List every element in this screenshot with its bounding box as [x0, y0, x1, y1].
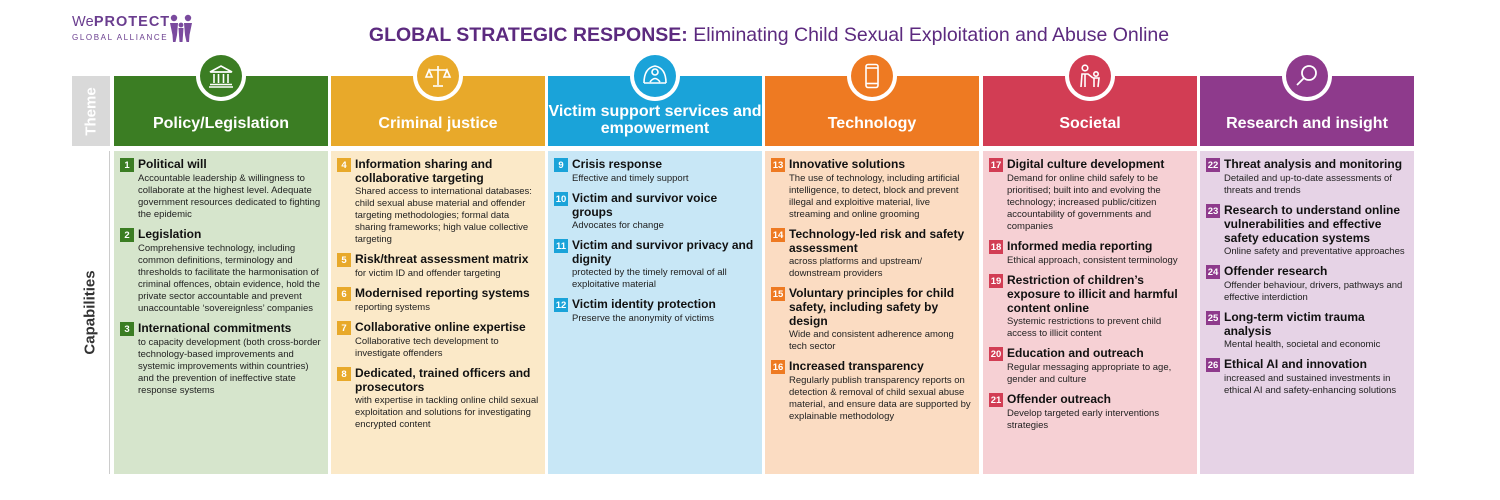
capability-description: Accountable leadership & willingness to collaborate at the highest level. Adequate government resources dedicated to fighting the epidemic: [138, 173, 321, 220]
capability-item: [771, 227, 973, 280]
capability-description: Shared access to international databases: child sexual abuse material and offender targeting methodologies; formal data sharing frameworks; high value collective targeting: [355, 186, 532, 245]
capabilities-list: [765, 151, 979, 474]
column-criminal-justice: [331, 76, 545, 430]
icon-badge: [413, 51, 463, 101]
icon-badge: [630, 51, 680, 101]
capability-number: 1: [120, 158, 134, 172]
capability-item: [989, 157, 1191, 233]
capability-description: increased and sustained investments in ethical AI and safety-enhancing solutions: [1224, 373, 1397, 396]
scales-of-justice-icon: [424, 62, 452, 90]
icon-badge: [847, 51, 897, 101]
capability-description: protected by the timely removal of all exploitative material: [572, 267, 727, 290]
title-rest: Eliminating Child Sexual Exploitation and Abuse Online: [687, 24, 1170, 46]
capability-description: Develop targeted early interventions strategies: [1007, 408, 1160, 431]
capability-title: Informed media reporting: [1007, 239, 1153, 253]
capability-number: 26: [1207, 359, 1219, 371]
capability-title: Increased transparency: [789, 359, 924, 373]
theme-label-text: Theme: [82, 86, 100, 136]
adult-child-icon: [1076, 62, 1104, 90]
capability-item: [1206, 203, 1408, 258]
capability-number: 3: [120, 322, 134, 336]
capability-number: 11: [555, 240, 567, 252]
capability-description: Advocates for change: [572, 220, 664, 231]
logo-we: We: [72, 14, 94, 30]
theme-header: [331, 76, 545, 146]
capability-item: [1206, 310, 1408, 351]
capability-title: Innovative solutions: [789, 157, 906, 171]
capability-description: to capacity development (both cross-border technology-based improvements and systemic improvements within countries) and the prevention of ineffective state response systems: [138, 337, 321, 396]
capability-item: [554, 238, 756, 291]
capability-title: Collaborative online expertise: [355, 320, 526, 334]
capability-item: [120, 157, 322, 221]
theme-row-label: [72, 76, 110, 146]
column-victim-support: [548, 76, 762, 324]
capability-item: [989, 239, 1191, 267]
capability-number: 10: [555, 193, 567, 205]
capability-description: Regularly publish transparency reports on detection & removal of child sexual abuse material, and ensure data are supported by explainable methodology: [789, 375, 971, 422]
capability-number: 16: [772, 361, 784, 373]
capability-item: [771, 359, 973, 423]
capability-title: Threat analysis and monitoring: [1224, 157, 1403, 171]
capability-description: Preserve the anonymity of victims: [572, 313, 715, 324]
capability-number: 21: [990, 394, 1002, 406]
capability-description: for victim ID and offender targeting: [355, 268, 501, 279]
icon-badge: [1282, 51, 1332, 101]
capabilities-label-text: Capabilities: [82, 270, 100, 355]
capability-title: Digital culture development: [1007, 157, 1165, 171]
capability-description: Effective and timely support: [572, 173, 689, 184]
sheltering-hands-icon: [641, 62, 669, 90]
capability-title: Long-term victim trauma analysis: [1224, 310, 1365, 338]
capability-number: 20: [990, 348, 1002, 360]
capability-item: [989, 346, 1191, 386]
page-title: [200, 24, 1338, 47]
capability-number: 9: [554, 158, 568, 172]
capability-title: Offender outreach: [1007, 392, 1112, 406]
theme-title: Policy/Legislation: [152, 115, 290, 133]
capability-number: 23: [1207, 205, 1219, 217]
theme-title: Research and insight: [1226, 115, 1388, 133]
capability-item: [1206, 264, 1408, 304]
capability-number: 17: [990, 159, 1002, 171]
logo-wordmark: [72, 14, 170, 30]
capability-item: [771, 286, 973, 353]
capabilities-list: [331, 151, 545, 474]
capability-title: Technology-led risk and safety assessment: [789, 227, 965, 255]
capability-number: 2: [120, 228, 134, 242]
family-figures-icon: [166, 13, 196, 43]
capability-number: 5: [337, 253, 351, 267]
capabilities-row-label: [72, 151, 110, 474]
capability-title: Information sharing and collaborative targeting: [355, 157, 493, 185]
capability-description: The use of technology, including artificial intelligence, to detect, block and prevent illegal and exploitive material, live streaming and online grooming: [789, 173, 960, 220]
capability-number: 7: [337, 321, 351, 335]
icon-badge: [196, 51, 246, 101]
capabilities-list: [983, 151, 1197, 474]
capability-title: Modernised reporting systems: [355, 286, 530, 300]
capability-description: Comprehensive technology, including common definitions, terminology and thresholds to facilitate the harmonisation of criminal offences, obtain evidence, hold the private sector accountable and prevent unaccountable ‘sovereignless’ companies: [138, 243, 321, 314]
capability-item: [337, 286, 539, 314]
capability-title: Dedicated, trained officers and prosecutors: [355, 366, 531, 394]
column-societal: [983, 76, 1197, 431]
theme-header: [765, 76, 979, 146]
icon-badge: [1065, 51, 1115, 101]
capability-title: International commitments: [138, 321, 292, 335]
capability-title: Research to understand online vulnerabilities and effective safety education systems: [1224, 203, 1401, 245]
capability-description: Ethical approach, consistent terminology: [1007, 255, 1178, 266]
capability-number: 14: [772, 229, 784, 241]
theme-title: Societal: [1059, 115, 1121, 133]
logo-protect: PROTECT: [93, 14, 171, 30]
capabilities-list: [548, 151, 762, 474]
capability-item: [120, 227, 322, 315]
capability-description: Regular messaging appropriate to age, gender and culture: [1007, 362, 1172, 385]
column-policy-legislation: [114, 76, 328, 396]
capability-title: Risk/threat assessment matrix: [355, 252, 529, 266]
title-bold: GLOBAL STRATEGIC RESPONSE:: [368, 24, 688, 46]
capability-item: [771, 157, 973, 221]
capability-item: [989, 273, 1191, 340]
capabilities-list: [1200, 151, 1414, 474]
capability-title: Victim and survivor privacy and dignity: [572, 238, 754, 266]
capability-item: [1206, 357, 1408, 397]
column-technology: [765, 76, 979, 422]
capability-number: 18: [990, 241, 1002, 253]
theme-header: [1200, 76, 1414, 146]
capability-description: Collaborative tech development to investigate offenders: [355, 336, 499, 359]
capabilities-list: [114, 151, 328, 474]
capability-description: Wide and consistent adherence among tech sector: [789, 329, 954, 352]
capability-title: Political will: [138, 157, 207, 171]
capability-description: Demand for online child safely to be prioritised; built into and evolving the technology; increased public/citizen accountability of governments and companies: [1007, 173, 1161, 232]
theme-header: [983, 76, 1197, 146]
theme-title: Technology: [827, 115, 917, 133]
capability-number: 4: [337, 158, 351, 172]
theme-title: Victim support services and empowerment: [548, 103, 762, 138]
capability-number: 24: [1207, 266, 1219, 278]
capability-description: Systemic restrictions to prevent child access to illicit content: [1007, 316, 1162, 339]
capability-item: [337, 157, 539, 246]
capability-number: 12: [555, 299, 567, 311]
capability-item: [554, 157, 756, 185]
capability-item: [1206, 157, 1408, 197]
capability-title: Restriction of children’s exposure to illicit and harmful content online: [1007, 273, 1178, 315]
capability-item: [337, 252, 539, 280]
capability-item: [337, 366, 539, 431]
logo-subtitle: GLOBAL ALLIANCE: [72, 33, 169, 42]
capability-item: [337, 320, 539, 360]
capability-description: with expertise in tackling online child sexual exploitation and solutions for investigating encrypted content: [355, 395, 539, 430]
capability-title: Victim identity protection: [572, 297, 716, 311]
capability-title: Ethical AI and innovation: [1224, 357, 1367, 371]
column-research-insight: [1200, 76, 1414, 396]
capability-number: 8: [337, 367, 351, 381]
theme-title: Criminal justice: [378, 115, 498, 133]
capability-number: 13: [772, 159, 784, 171]
capability-item: [989, 392, 1191, 432]
capability-title: Crisis response: [572, 157, 663, 171]
capability-description: across platforms and upstream/ downstream providers: [789, 256, 923, 279]
capability-item: [554, 191, 756, 232]
logo: [72, 13, 192, 49]
capability-description: Online safety and preventative approaches: [1224, 246, 1405, 257]
capability-number: 22: [1207, 159, 1219, 171]
smartphone-icon: [858, 62, 886, 90]
capability-description: Mental health, societal and economic: [1224, 339, 1381, 350]
capability-number: 15: [772, 288, 784, 300]
capability-title: Offender research: [1224, 264, 1328, 278]
capability-title: Education and outreach: [1007, 346, 1144, 360]
capability-number: 19: [990, 275, 1002, 287]
magnifying-glass-icon: [1293, 62, 1321, 90]
capability-title: Victim and survivor voice groups: [572, 191, 718, 219]
capability-number: 25: [1207, 312, 1219, 324]
theme-header: [548, 76, 762, 146]
capability-title: Voluntary principles for child safety, including safety by design: [789, 286, 955, 328]
capability-description: reporting systems: [355, 302, 430, 313]
capability-description: Detailed and up-to-date assessments of threats and trends: [1224, 173, 1392, 196]
capability-number: 6: [337, 287, 351, 301]
capability-title: Legislation: [138, 227, 202, 241]
capability-item: [120, 321, 322, 397]
theme-header: [114, 76, 328, 146]
government-building-icon: [207, 62, 235, 90]
capability-item: [554, 297, 756, 325]
capability-description: Offender behaviour, drivers, pathways and effective interdiction: [1224, 280, 1403, 303]
